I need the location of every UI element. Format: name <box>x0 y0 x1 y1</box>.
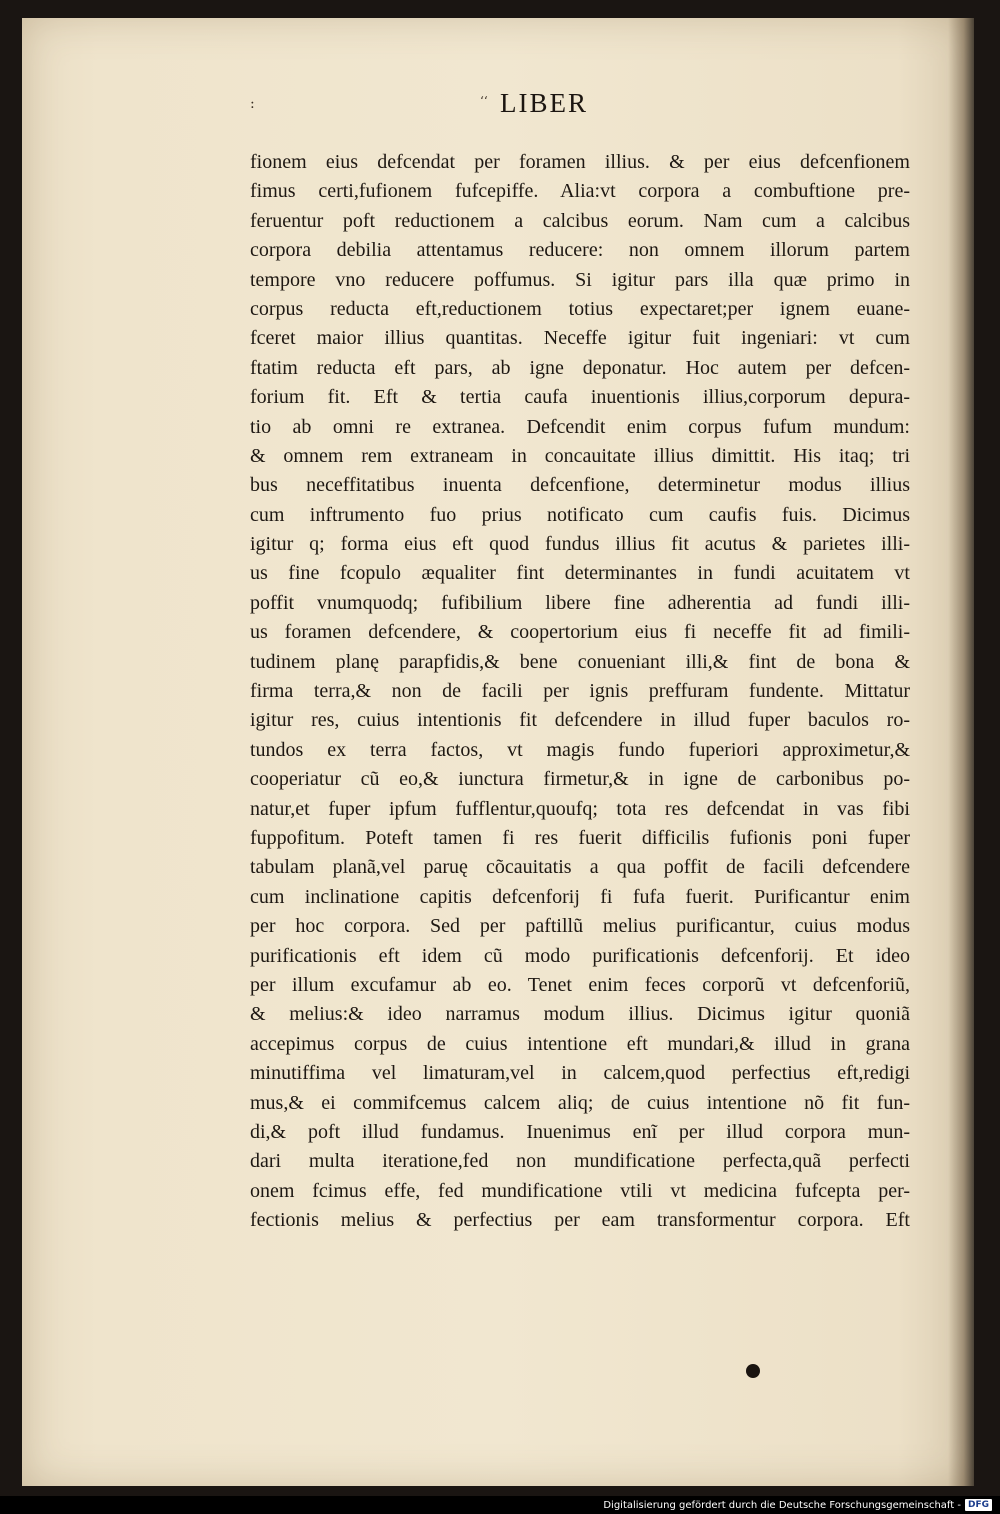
text-line: poffit vnumquodq; fufibilium libere fine adherentia ad fundi illi- <box>250 591 910 614</box>
text-line: mus,& ei commifcemus calcem aliq; de cuius intentione nõ fit fun- <box>250 1091 910 1114</box>
text-line: tudinem planę parapfidis,& bene conueniant illi,& fint de bona & <box>250 650 910 673</box>
text-line: tundos ex terra factos, vt magis fundo fuperiori approximetur,& <box>250 738 910 761</box>
text-line: dari multa iteratione,fed non mundificatione perfecta,quã perfecti <box>250 1150 910 1173</box>
text-line: fuppofitum. Poteft tamen fi res fuerit difficilis fufionis poni fuper <box>250 826 910 849</box>
body-text <box>250 148 910 1235</box>
text-line: igitur q; forma eius eft quod fundus illius fit acutus & parietes illi- <box>250 533 910 556</box>
text-line: minutiffima vel limaturam,vel in calcem,quod perfectius eft,redigi <box>250 1062 910 1085</box>
text-line: tio ab omni re extranea. Defcendit enim corpus fufum mundum: <box>250 415 910 438</box>
text-line: us foramen defcendere, & coopertorium eius fi neceffe fit ad fimili- <box>250 621 910 644</box>
text-line: fimus certi,fufionem fufcepiffe. Alia:vt corpora a combuftione pre- <box>250 180 910 203</box>
text-line: fceret maior illius quantitas. Neceffe igitur fuit ingeniari: vt cum <box>250 327 910 350</box>
text-line: natur,et fuper ipfum fufflentur,quoufq; tota res defcendat in vas fibi <box>250 797 910 820</box>
text-line: purificationis eft idem cũ modo purificationis defcenforij. Et ideo <box>250 944 910 967</box>
text-line: us fine fcopulo æqualiter fint determinantes in fundi acuitatem vt <box>250 562 910 585</box>
text-line: igitur res, cuius intentionis fit defcendere in illud fuper baculos ro- <box>250 709 910 732</box>
running-head: LIBER <box>500 88 588 118</box>
running-head-tick: ʻʻ <box>480 94 488 108</box>
running-head-mark: : <box>250 96 255 112</box>
text-line: di,& poft illud fundamus. Inuenimus enĩ per illud corpora mun- <box>250 1120 910 1143</box>
text-line: ftatim reducta eft pars, ab igne deponatur. Hoc autem per defcen- <box>250 356 910 379</box>
text-line: fectionis melius & perfectius per eam transformentur corpora. Eft <box>250 1209 910 1232</box>
text-line: per illum excufamur ab eo. Tenet enim feces corporũ vt defcenforiũ, <box>250 973 910 996</box>
dfg-logo: DFG <box>965 1499 992 1511</box>
text-line: bus neceffitatibus inuenta defcenfione, determinetur modus illius <box>250 474 910 497</box>
text-line: cum inclinatione capitis defcenforij fi fufa fuerit. Purificantur enim <box>250 885 910 908</box>
text-line: forium fit. Eft & tertia caufa inuentionis illius,corporum depura- <box>250 386 910 409</box>
text-line: cooperiatur cũ eo,& iunctura firmetur,& in igne de carbonibus po- <box>250 768 910 791</box>
digitization-credit <box>603 1496 992 1514</box>
text-line: tempore vno reducere poffumus. Si igitur pars illa quæ primo in <box>250 268 910 291</box>
text-line: accepimus corpus de cuius intentione eft mundari,& illud in grana <box>250 1032 910 1055</box>
text-line: & melius:& ideo narramus modum illius. Dicimus igitur quoniã <box>250 1003 910 1026</box>
text-line: corpora debilia attentamus reducere: non omnem illorum partem <box>250 239 910 262</box>
text-line: per hoc corpora. Sed per paftillũ melius purificantur, cuius modus <box>250 915 910 938</box>
text-line: corpus reducta eft,reductionem totius expectaret;per ignem euane- <box>250 297 910 320</box>
text-line: fionem eius defcendat per foramen illius. & per eius defcenfionem <box>250 151 910 173</box>
text-line: onem fcimus effe, fed mundificatione vtili vt medicina fufcepta per- <box>250 1179 910 1202</box>
ink-dot <box>746 1364 760 1378</box>
text-line: feruentur poft reductionem a calcibus eorum. Nam cum a calcibus <box>250 209 910 232</box>
text-line: firma terra,& non de facili per ignis preffuram fundente. Mittatur <box>250 680 910 703</box>
credit-text: Digitalisierung gefördert durch die Deutsche Forschungsgemeinschaft - <box>603 1499 961 1511</box>
text-line: cum inftrumento fuo prius notificato cum caufis fuis. Dicimus <box>250 503 910 526</box>
text-line: tabulam planã,vel paruę cõcauitatis a qua poffit de facili defcendere <box>250 856 910 879</box>
page-gutter-shadow <box>948 18 974 1486</box>
text-line: & omnem rem extraneam in concauitate illius dimittit. His itaq; tri <box>250 444 910 467</box>
